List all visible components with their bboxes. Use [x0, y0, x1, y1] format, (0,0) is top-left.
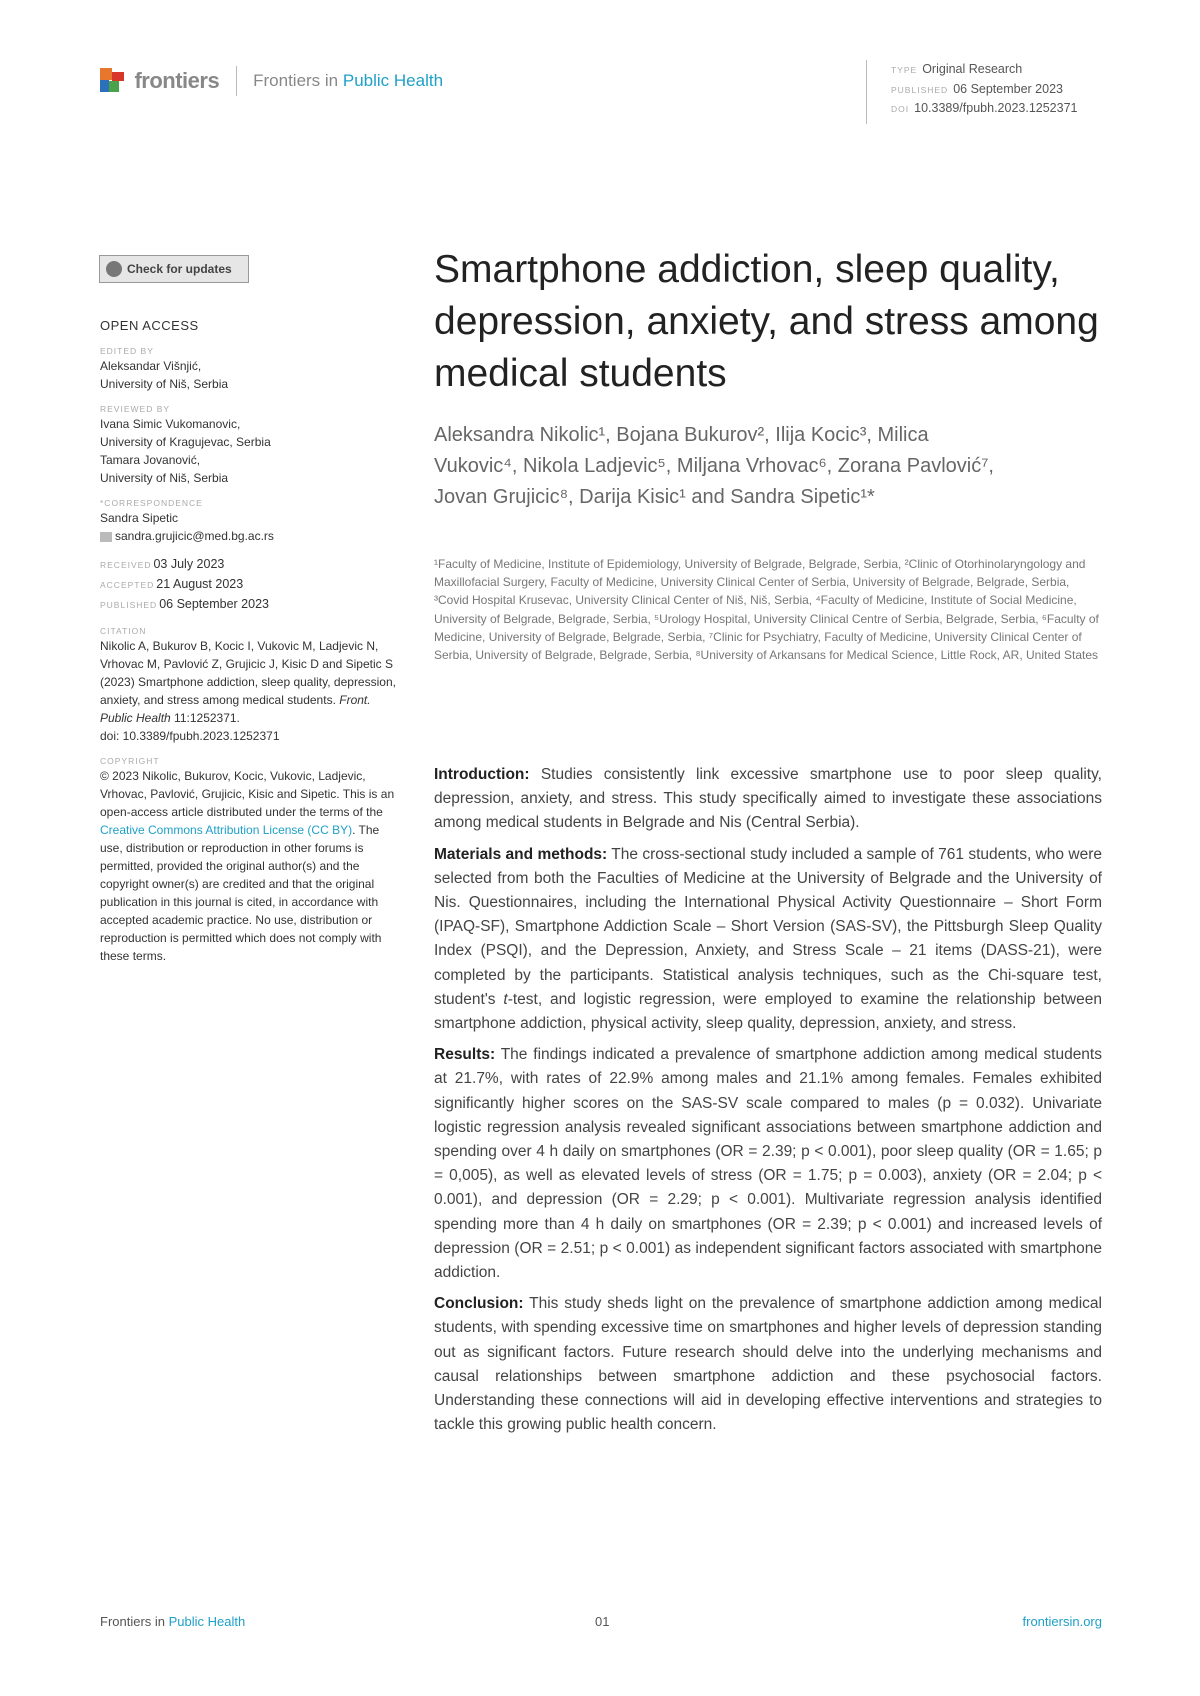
check-for-updates-button[interactable]: Check for updates — [99, 255, 249, 283]
logo-divider — [236, 66, 237, 96]
correspondence-name: Sandra Sipetic — [100, 511, 179, 525]
mail-icon — [100, 532, 112, 542]
license-link[interactable]: Creative Commons Attribution License (CC BY) — [100, 823, 353, 837]
page-footer — [100, 1614, 1102, 1634]
frontiers-logo-icon — [98, 66, 128, 96]
page-number: 01 — [595, 1614, 610, 1629]
meta-type: TYPE Original Research — [891, 62, 1023, 76]
brand-name: frontiers — [134, 68, 220, 93]
update-icon — [106, 261, 122, 277]
editor-name: Aleksandar Višnjić, — [100, 359, 202, 373]
citation-label: CITATION — [100, 626, 147, 636]
reviewer-name: Ivana Simic Vukomanovic, — [100, 417, 241, 431]
reviewer-name: Tamara Jovanović, — [100, 453, 201, 467]
journal-name: Frontiers in Public Health — [253, 71, 444, 90]
footer-site-link[interactable]: frontiersin.org — [1022, 1614, 1102, 1629]
abstract-conclusion: Conclusion: This study sheds light on the prevalence of smartphone addiction among medical students, with spending excessive time on smartphones and higher levels of depression standing out as significant factors. Future research should delve into the underlying mechanisms and causal relationships between smartphone addiction and these psychosocial factors. Understanding these connections will aid in developing effective interventions and strategies to tackle this growing public health concern. — [434, 1295, 1102, 1434]
abstract — [434, 763, 1102, 1444]
article-title: Smartphone addiction, sleep quality, depression, anxiety, and stress among medical students — [434, 248, 1099, 395]
received-date: RECEIVED 03 July 2023 — [100, 557, 225, 571]
affiliations: ¹Faculty of Medicine, Institute of Epidemiology, University of Belgrade, Belgrade, Serbia, ²Clinic of Otorhinolaryngology and Maxillofacial Surgery, Faculty of Medicine, University Clinical Center of Serbia, University of Belgrade, Belgrade, Serbia, ³Covid Hospital Krusevac, University Clinical Center of Niš, Niš, Serbia, ⁴Faculty of Medicine, Institute of Social Medicine, University of Belgrade, Belgrade, Serbia, ⁵Urology Hospital, University Clinical Centre of Serbia, Belgrade, Serbia, ⁶Faculty of Medicine, University of Belgrade, Belgrade, Serbia, ⁷Clinic for Psychiatry, Faculty of Medicine, University Clinical Center of Serbia, University of Belgrade, Belgrade, Serbia, ⁸University of Arkansans for Medical Science, Little Rock, AR, United States — [434, 557, 1099, 663]
abstract-methods: Materials and methods: The cross-sectional study included a sample of 761 students, who were selected from both the Faculties of Medicine at the University of Belgrade and the University of Nis. Questionnaires, including the International Physical Activity Questionnaire – Short Form (IPAQ-SF), Smartphone Addiction Scale – Short Version (SAS-SV), the Pittsburgh Sleep Quality Index (PSQI), and the Depression, Anxiety, and Stress Scale – 21 items (DASS-21), were completed by the participants. Statistical analysis techniques, such as the Chi-square test, student's t-test, and logistic regression, were employed to examine the relationship between smartphone addiction, physical activity, sleep quality, depression, anxiety, and stress. — [434, 845, 1102, 1033]
accepted-date: ACCEPTED 21 August 2023 — [100, 577, 244, 591]
meta-published: PUBLISHED 06 September 2023 — [891, 81, 1063, 96]
editor-affiliation: University of Niš, Serbia — [100, 377, 229, 391]
article-meta — [866, 60, 1077, 124]
correspondence-label: *CORRESPONDENCE — [100, 498, 203, 508]
open-access-label: OPEN ACCESS — [100, 318, 199, 333]
copyright-label: COPYRIGHT — [100, 756, 160, 766]
reviewer-affiliation: University of Kragujevac, Serbia — [100, 435, 271, 449]
author-list: Aleksandra Nikolic¹, Bojana Bukurov², Ilija Kocic³, Milica Vukovic⁴, Nikola Ladjevic⁵, Miljana Vrhovac⁶, Zorana Pavlović⁷, Jovan Grujicic⁸, Darija Kisic¹ and Sandra Sipetic¹* — [434, 424, 994, 508]
journal-logo[interactable] — [98, 66, 478, 106]
footer-journal[interactable]: Frontiers in Public Health — [100, 1614, 246, 1629]
citation-text: Nikolic A, Bukurov B, Kocic I, Vukovic M, Ladjevic N, Vrhovac M, Pavlović Z, Grujicic J, Kisic D and Sipetic S (2023) Smartphone addiction, sleep quality, depression, anxiety, and stress among medical students. Front. Public Health 11:1252371. doi: 10.3389/fpubh.2023.1252371 — [100, 639, 396, 743]
abstract-results: Results: The findings indicated a prevalence of smartphone addiction among medical students at 21.7%, with rates of 22.9% among males and 21.1% among females. Females exhibited significantly higher scores on the SAS-SV scale compared to males (p = 0.032). Univariate logistic regression analysis revealed significant associations between smartphone addiction and spending over 4 h daily on smartphones (OR = 2.39; p < 0.001), poor sleep quality (OR = 1.65; p = 0,005), as well as elevated levels of stress (OR = 1.75; p = 0.003), anxiety (OR = 2.04; p < 0.001), and depression (OR = 2.29; p < 0.001). Multivariate regression analysis identified spending more than 4 h daily on smartphones (OR = 2.39; p < 0.001) and increased levels of depression (OR = 2.51; p < 0.001) as independent significant factors associated with smartphone addiction. — [434, 1046, 1102, 1282]
abstract-introduction: Introduction: Studies consistently link excessive smartphone use to poor sleep quality, depression, anxiety, and stress. This study specifically aimed to investigate these associations among medical students in Belgrade and Nis (Central Serbia). — [434, 766, 1102, 832]
reviewer-affiliation: University of Niš, Serbia — [100, 471, 229, 485]
meta-doi: DOI 10.3389/fpubh.2023.1252371 — [891, 101, 1078, 115]
copyright-text: © 2023 Nikolic, Bukurov, Kocic, Vukovic, Ladjevic, Vrhovac, Pavlović, Grujicic, Kisic and Sipetic. This is an open-access article distributed under the terms of the Creative Commons Attribution License (CC BY). The use, distribution or reproduction in other forums is permitted, provided the original author(s) and the copyright owner(s) are credited and that the original publication in this journal is cited, in accordance with accepted academic practice. No use, distribution or reproduction is permitted which does not comply with these terms. — [100, 769, 395, 963]
sidebar — [100, 318, 400, 965]
published-date: PUBLISHED 06 September 2023 — [100, 597, 269, 611]
correspondence-email[interactable]: sandra.grujicic@med.bg.ac.rs — [100, 527, 400, 545]
reviewed-by-label: REVIEWED BY — [100, 404, 171, 414]
edited-by-label: EDITED BY — [100, 346, 154, 356]
